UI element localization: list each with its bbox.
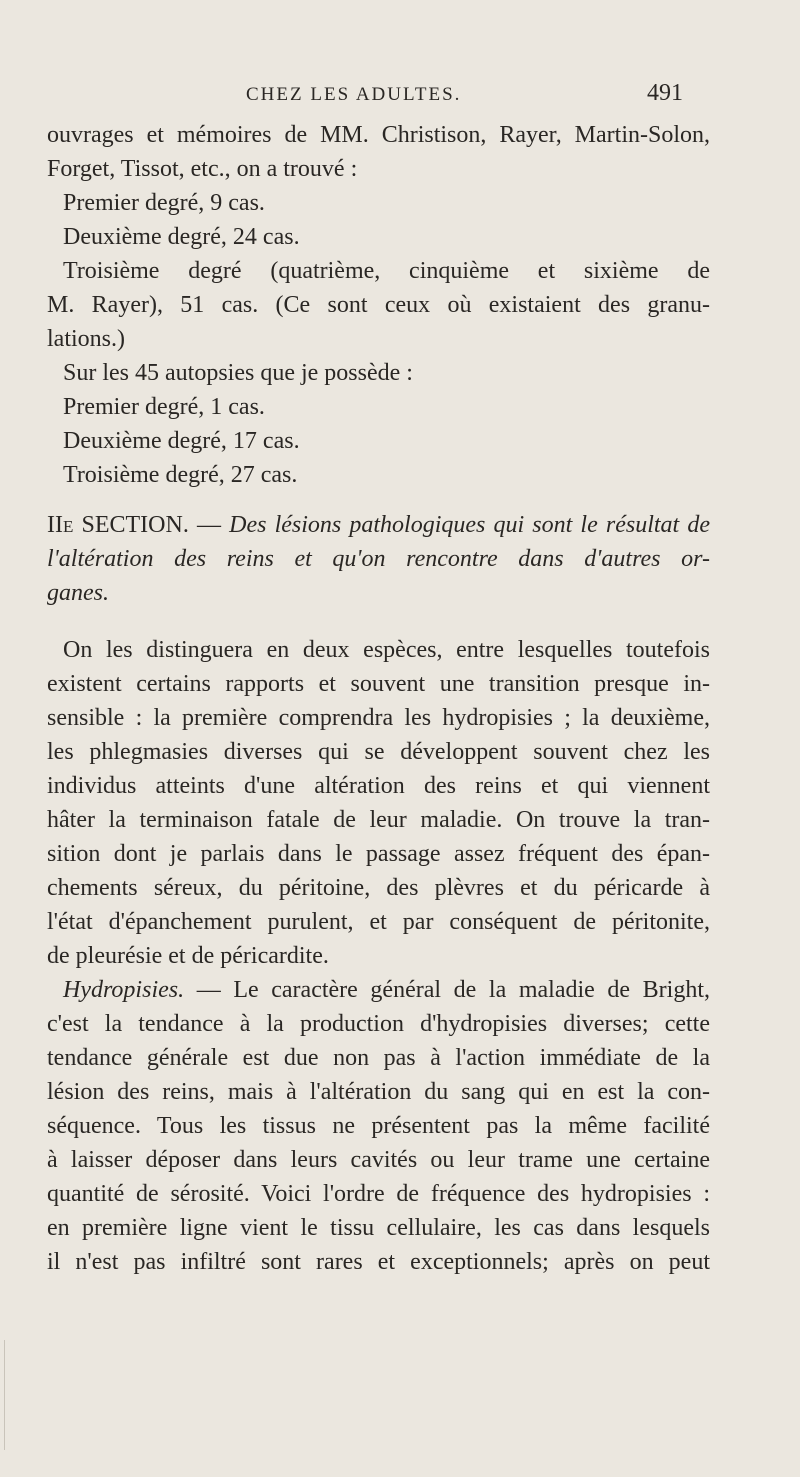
text-line: à laisser déposer dans leurs cavités ou leur trame une certaine [47,1147,710,1173]
section-dash: — [188,512,230,538]
text-line: Premier degré, 1 cas. [63,394,265,420]
page-number: 491 [647,80,683,106]
section-title-line: ganes. [47,580,109,606]
text-line: chements séreux, du péritoine, des plèvres et du péricarde à [47,875,710,901]
text-line: hâter la terminaison fatale de leur maladie. On trouve la tran- [47,807,710,833]
text-line: On les distinguera en deux espèces, entre lesquelles toutefois [63,637,710,663]
text-line: lésion des reins, mais à l'altération du sang qui en est la con- [47,1079,710,1105]
text-line: les phlegmasies diverses qui se développent souvent chez les [47,739,710,765]
text-line: lations.) [47,326,125,352]
section-heading [47,510,710,540]
text-line: Forget, Tissot, etc., on a trouvé : [47,156,358,182]
text-line: en première ligne vient le tissu cellulaire, les cas dans lesquels [47,1215,710,1241]
paragraph-opening [63,975,710,1005]
text-line: Troisième degré, 27 cas. [63,462,298,488]
text-line: sensible : la première comprendra les hydropisies ; la deuxième, [47,705,710,731]
text-line: Deuxième degré, 17 cas. [63,428,300,454]
text-line: ouvrages et mémoires de MM. Christison, Rayer, Martin-Solon, [47,122,710,148]
text-line: c'est la tendance à la production d'hydropisies diverses; cette [47,1011,710,1037]
text-line: M. Rayer), 51 cas. (Ce sont ceux où existaient des granu- [47,292,710,318]
binding-edge-line [4,1340,5,1450]
text-line: Deuxième degré, 24 cas. [63,224,300,250]
text-line: Sur les 45 autopsies que je possède : [63,360,413,386]
text-line: tendance générale est due non pas à l'action immédiate de la [47,1045,710,1071]
text-line: Premier degré, 9 cas. [63,190,265,216]
section-title-line: l'altération des reins et qu'on rencontre dans d'autres or- [47,546,710,572]
section-label: IIe SECTION. [47,512,189,538]
subsection-heading: Hydropisies. [63,977,185,1003]
text-line: sition dont je parlais dans le passage assez fréquent des épan- [47,841,710,867]
text-line: de pleurésie et de péricardite. [47,943,329,969]
text-run: — Le caractère général de la maladie de Bright, [184,977,710,1003]
text-line: existent certains rapports et souvent une transition presque in- [47,671,710,697]
text-line: séquence. Tous les tissus ne présentent pas la même facilité [47,1113,710,1139]
section-title-line: Des lésions pathologiques qui sont le résultat de [229,512,711,538]
text-line: il n'est pas infiltré sont rares et exceptionnels; après on peut [47,1249,710,1275]
running-title: CHEZ LES ADULTES. [246,84,462,105]
text-line: individus atteints d'une altération des reins et qui viennent [47,773,710,799]
text-line: Troisième degré (quatrième, cinquième et sixième de [63,258,710,284]
text-line: quantité de sérosité. Voici l'ordre de fréquence des hydropisies : [47,1181,710,1207]
running-header [0,80,800,110]
text-line: l'état d'épanchement purulent, et par conséquent de péritonite, [47,909,710,935]
